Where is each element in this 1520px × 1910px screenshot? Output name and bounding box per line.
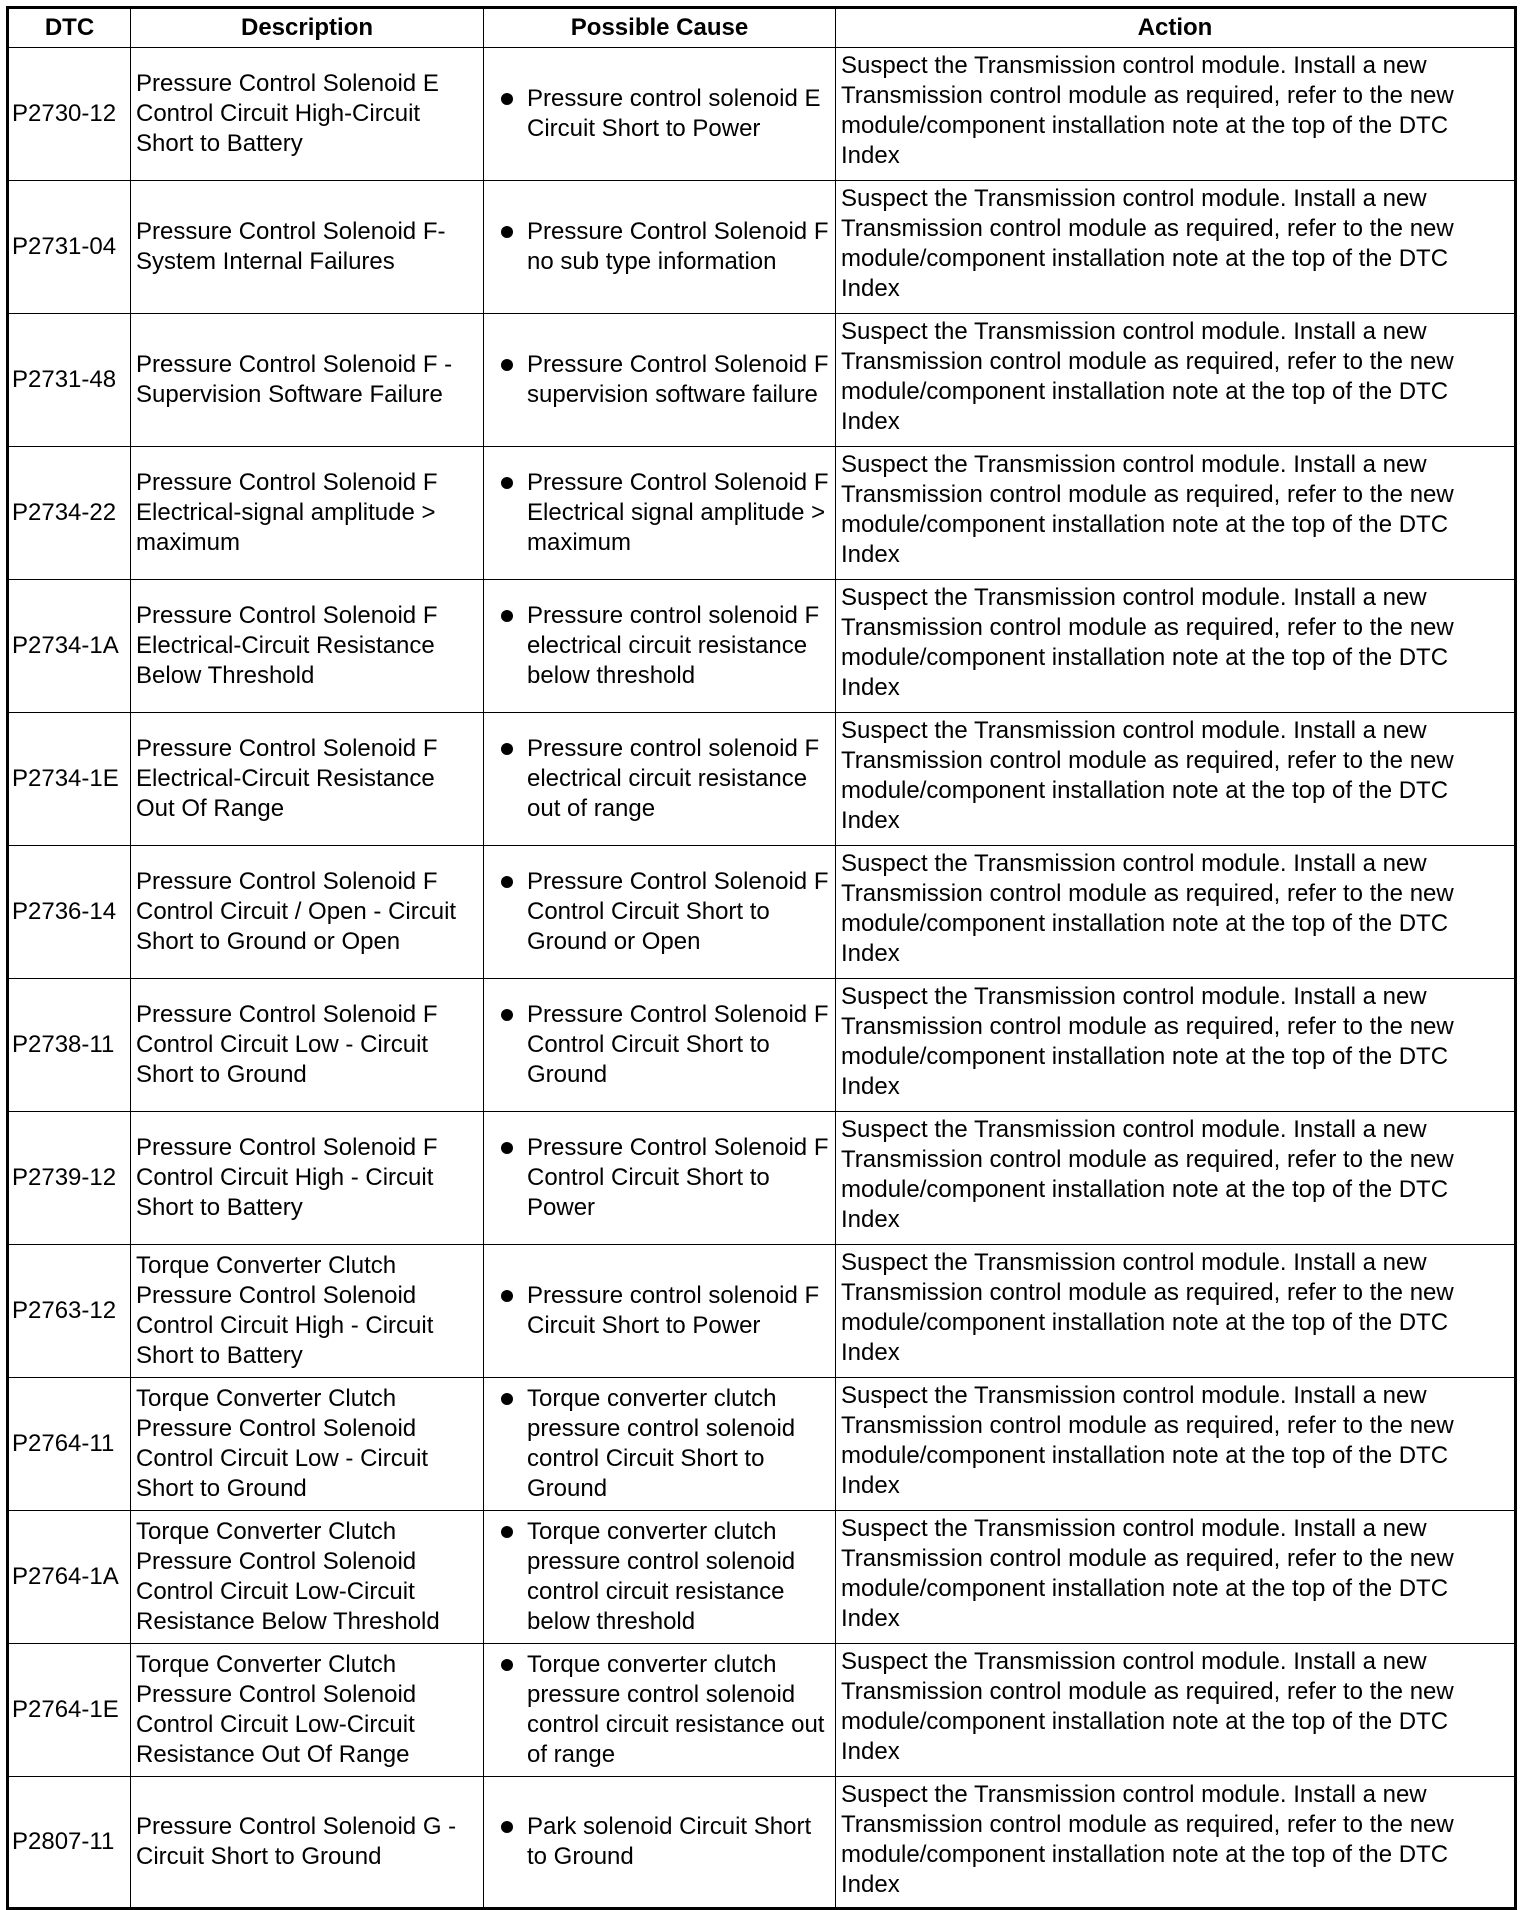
description-cell: Torque Converter Clutch Pressure Control Solenoid Control Circuit Low - Circuit Short to Ground [131,1378,484,1511]
dtc-code: P2734-22 [8,447,131,580]
dtc-code: P2736-14 [8,846,131,979]
bullet-icon [501,1290,513,1302]
action-cell: Suspect the Transmission control module. Install a new Transmission control module as required, refer to the new module/component installation note at the top of the DTC Index [836,846,1516,979]
bullet-icon [501,477,513,489]
dtc-code: P2731-04 [8,181,131,314]
action-cell: Suspect the Transmission control module. Install a new Transmission control module as required, refer to the new module/component installation note at the top of the DTC Index [836,580,1516,713]
cause-list [489,1384,830,1504]
cause-list [489,734,830,824]
bullet-icon [501,1393,513,1405]
possible-cause-cell [484,48,836,181]
cause-text: Pressure control solenoid F electrical circuit resistance below threshold [527,602,820,689]
cause-item [489,867,830,957]
description-cell: Pressure Control Solenoid F Electrical-signal amplitude > maximum [131,447,484,580]
table-row [8,713,1516,846]
possible-cause-cell [484,580,836,713]
dtc-code: P2739-12 [8,1112,131,1245]
cause-item [489,601,830,691]
action-cell: Suspect the Transmission control module. Install a new Transmission control module as required, refer to the new module/component installation note at the top of the DTC Index [836,1378,1516,1511]
bullet-icon [501,226,513,238]
action-cell: Suspect the Transmission control module. Install a new Transmission control module as required, refer to the new module/component installation note at the top of the DTC Index [836,447,1516,580]
description-cell: Pressure Control Solenoid F-System Internal Failures [131,181,484,314]
possible-cause-cell [484,713,836,846]
bullet-icon [501,743,513,755]
cause-text: Torque converter clutch pressure control solenoid control circuit resistance below threshold [527,1518,796,1635]
cause-list [489,217,830,277]
bullet-icon [501,359,513,371]
action-cell: Suspect the Transmission control module. Install a new Transmission control module as required, refer to the new module/component installation note at the top of the DTC Index [836,48,1516,181]
bullet-icon [501,1821,513,1833]
cause-text: Torque converter clutch pressure control solenoid control circuit resistance out of range [527,1651,825,1768]
cause-item [489,1281,830,1341]
table-row [8,1777,1516,1909]
table-body [8,48,1516,1909]
cause-text: Pressure Control Solenoid F Control Circuit Short to Power [527,1134,829,1221]
possible-cause-cell [484,1777,836,1909]
bullet-icon [501,610,513,622]
cause-item [489,84,830,144]
cause-item [489,1384,830,1504]
dtc-code: P2764-1A [8,1511,131,1644]
dtc-code: P2764-1E [8,1644,131,1777]
cause-text: Pressure Control Solenoid F Control Circuit Short to Ground [527,1001,829,1088]
cause-list [489,1133,830,1223]
cause-item [489,1517,830,1637]
description-cell: Pressure Control Solenoid G - Circuit Short to Ground [131,1777,484,1909]
cause-item [489,1650,830,1770]
bullet-icon [501,93,513,105]
cause-list [489,350,830,410]
description-cell: Torque Converter Clutch Pressure Control Solenoid Control Circuit High - Circuit Short to Battery [131,1245,484,1378]
table-row [8,1245,1516,1378]
dtc-code: P2764-11 [8,1378,131,1511]
possible-cause-cell [484,1511,836,1644]
cause-list [489,1000,830,1090]
description-cell: Torque Converter Clutch Pressure Control Solenoid Control Circuit Low-Circuit Resistance Below Threshold [131,1511,484,1644]
header-possible-cause: Possible Cause [484,8,836,48]
table-row [8,447,1516,580]
action-cell: Suspect the Transmission control module. Install a new Transmission control module as required, refer to the new module/component installation note at the top of the DTC Index [836,314,1516,447]
bullet-icon [501,876,513,888]
cause-text: Park solenoid Circuit Short to Ground [527,1813,812,1870]
description-cell: Torque Converter Clutch Pressure Control Solenoid Control Circuit Low-Circuit Resistance Out Of Range [131,1644,484,1777]
action-cell: Suspect the Transmission control module. Install a new Transmission control module as required, refer to the new module/component installation note at the top of the DTC Index [836,181,1516,314]
description-cell: Pressure Control Solenoid F Electrical-Circuit Resistance Below Threshold [131,580,484,713]
cause-list [489,1517,830,1637]
table-row [8,1644,1516,1777]
table-row [8,1511,1516,1644]
action-cell: Suspect the Transmission control module. Install a new Transmission control module as required, refer to the new module/component installation note at the top of the DTC Index [836,979,1516,1112]
bullet-icon [501,1009,513,1021]
dtc-table [6,6,1517,1910]
table-row [8,48,1516,181]
cause-item [489,350,830,410]
description-cell: Pressure Control Solenoid F Control Circuit Low - Circuit Short to Ground [131,979,484,1112]
dtc-code: P2807-11 [8,1777,131,1909]
possible-cause-cell [484,181,836,314]
dtc-code: P2763-12 [8,1245,131,1378]
dtc-code: P2730-12 [8,48,131,181]
cause-text: Pressure Control Solenoid F Control Circuit Short to Ground or Open [527,868,829,955]
description-cell: Pressure Control Solenoid F - Supervision Software Failure [131,314,484,447]
possible-cause-cell [484,447,836,580]
cause-text: Pressure control solenoid F electrical circuit resistance out of range [527,735,820,822]
action-cell: Suspect the Transmission control module. Install a new Transmission control module as required, refer to the new module/component installation note at the top of the DTC Index [836,1644,1516,1777]
table-row [8,580,1516,713]
dtc-code: P2731-48 [8,314,131,447]
table-row [8,314,1516,447]
table-row [8,979,1516,1112]
cause-list [489,1650,830,1770]
action-cell: Suspect the Transmission control module. Install a new Transmission control module as required, refer to the new module/component installation note at the top of the DTC Index [836,1245,1516,1378]
cause-item [489,1000,830,1090]
table-row [8,1378,1516,1511]
action-cell: Suspect the Transmission control module. Install a new Transmission control module as required, refer to the new module/component installation note at the top of the DTC Index [836,713,1516,846]
header-row [8,8,1516,48]
cause-list [489,468,830,558]
cause-list [489,1281,830,1341]
table-row [8,846,1516,979]
cause-list [489,867,830,957]
dtc-code: P2734-1A [8,580,131,713]
cause-text: Pressure control solenoid F Circuit Short to Power [527,1282,820,1339]
action-cell: Suspect the Transmission control module. Install a new Transmission control module as required, refer to the new module/component installation note at the top of the DTC Index [836,1511,1516,1644]
bullet-icon [501,1526,513,1538]
possible-cause-cell [484,846,836,979]
cause-item [489,734,830,824]
description-cell: Pressure Control Solenoid F Control Circuit High - Circuit Short to Battery [131,1112,484,1245]
possible-cause-cell [484,1378,836,1511]
description-cell: Pressure Control Solenoid F Electrical-Circuit Resistance Out Of Range [131,713,484,846]
cause-item [489,1133,830,1223]
cause-text: Pressure control solenoid E Circuit Short to Power [527,85,821,142]
possible-cause-cell [484,1644,836,1777]
header-dtc: DTC [8,8,131,48]
cause-item [489,1812,830,1872]
description-cell: Pressure Control Solenoid F Control Circuit / Open - Circuit Short to Ground or Open [131,846,484,979]
action-cell: Suspect the Transmission control module. Install a new Transmission control module as required, refer to the new module/component installation note at the top of the DTC Index [836,1112,1516,1245]
cause-text: Pressure Control Solenoid F no sub type information [527,218,829,275]
bullet-icon [501,1142,513,1154]
possible-cause-cell [484,979,836,1112]
header-action: Action [836,8,1516,48]
possible-cause-cell [484,1112,836,1245]
header-description: Description [131,8,484,48]
action-cell: Suspect the Transmission control module. Install a new Transmission control module as required, refer to the new module/component installation note at the top of the DTC Index [836,1777,1516,1909]
bullet-icon [501,1659,513,1671]
description-cell: Pressure Control Solenoid E Control Circuit High-Circuit Short to Battery [131,48,484,181]
cause-item [489,468,830,558]
cause-text: Torque converter clutch pressure control solenoid control Circuit Short to Ground [527,1385,796,1502]
cause-item [489,217,830,277]
table-row [8,181,1516,314]
possible-cause-cell [484,314,836,447]
possible-cause-cell [484,1245,836,1378]
dtc-code: P2738-11 [8,979,131,1112]
cause-text: Pressure Control Solenoid F supervision software failure [527,351,829,408]
cause-list [489,84,830,144]
cause-text: Pressure Control Solenoid F Electrical signal amplitude > maximum [527,469,829,556]
cause-list [489,1812,830,1872]
cause-list [489,601,830,691]
dtc-code: P2734-1E [8,713,131,846]
table-row [8,1112,1516,1245]
table-header [8,8,1516,48]
